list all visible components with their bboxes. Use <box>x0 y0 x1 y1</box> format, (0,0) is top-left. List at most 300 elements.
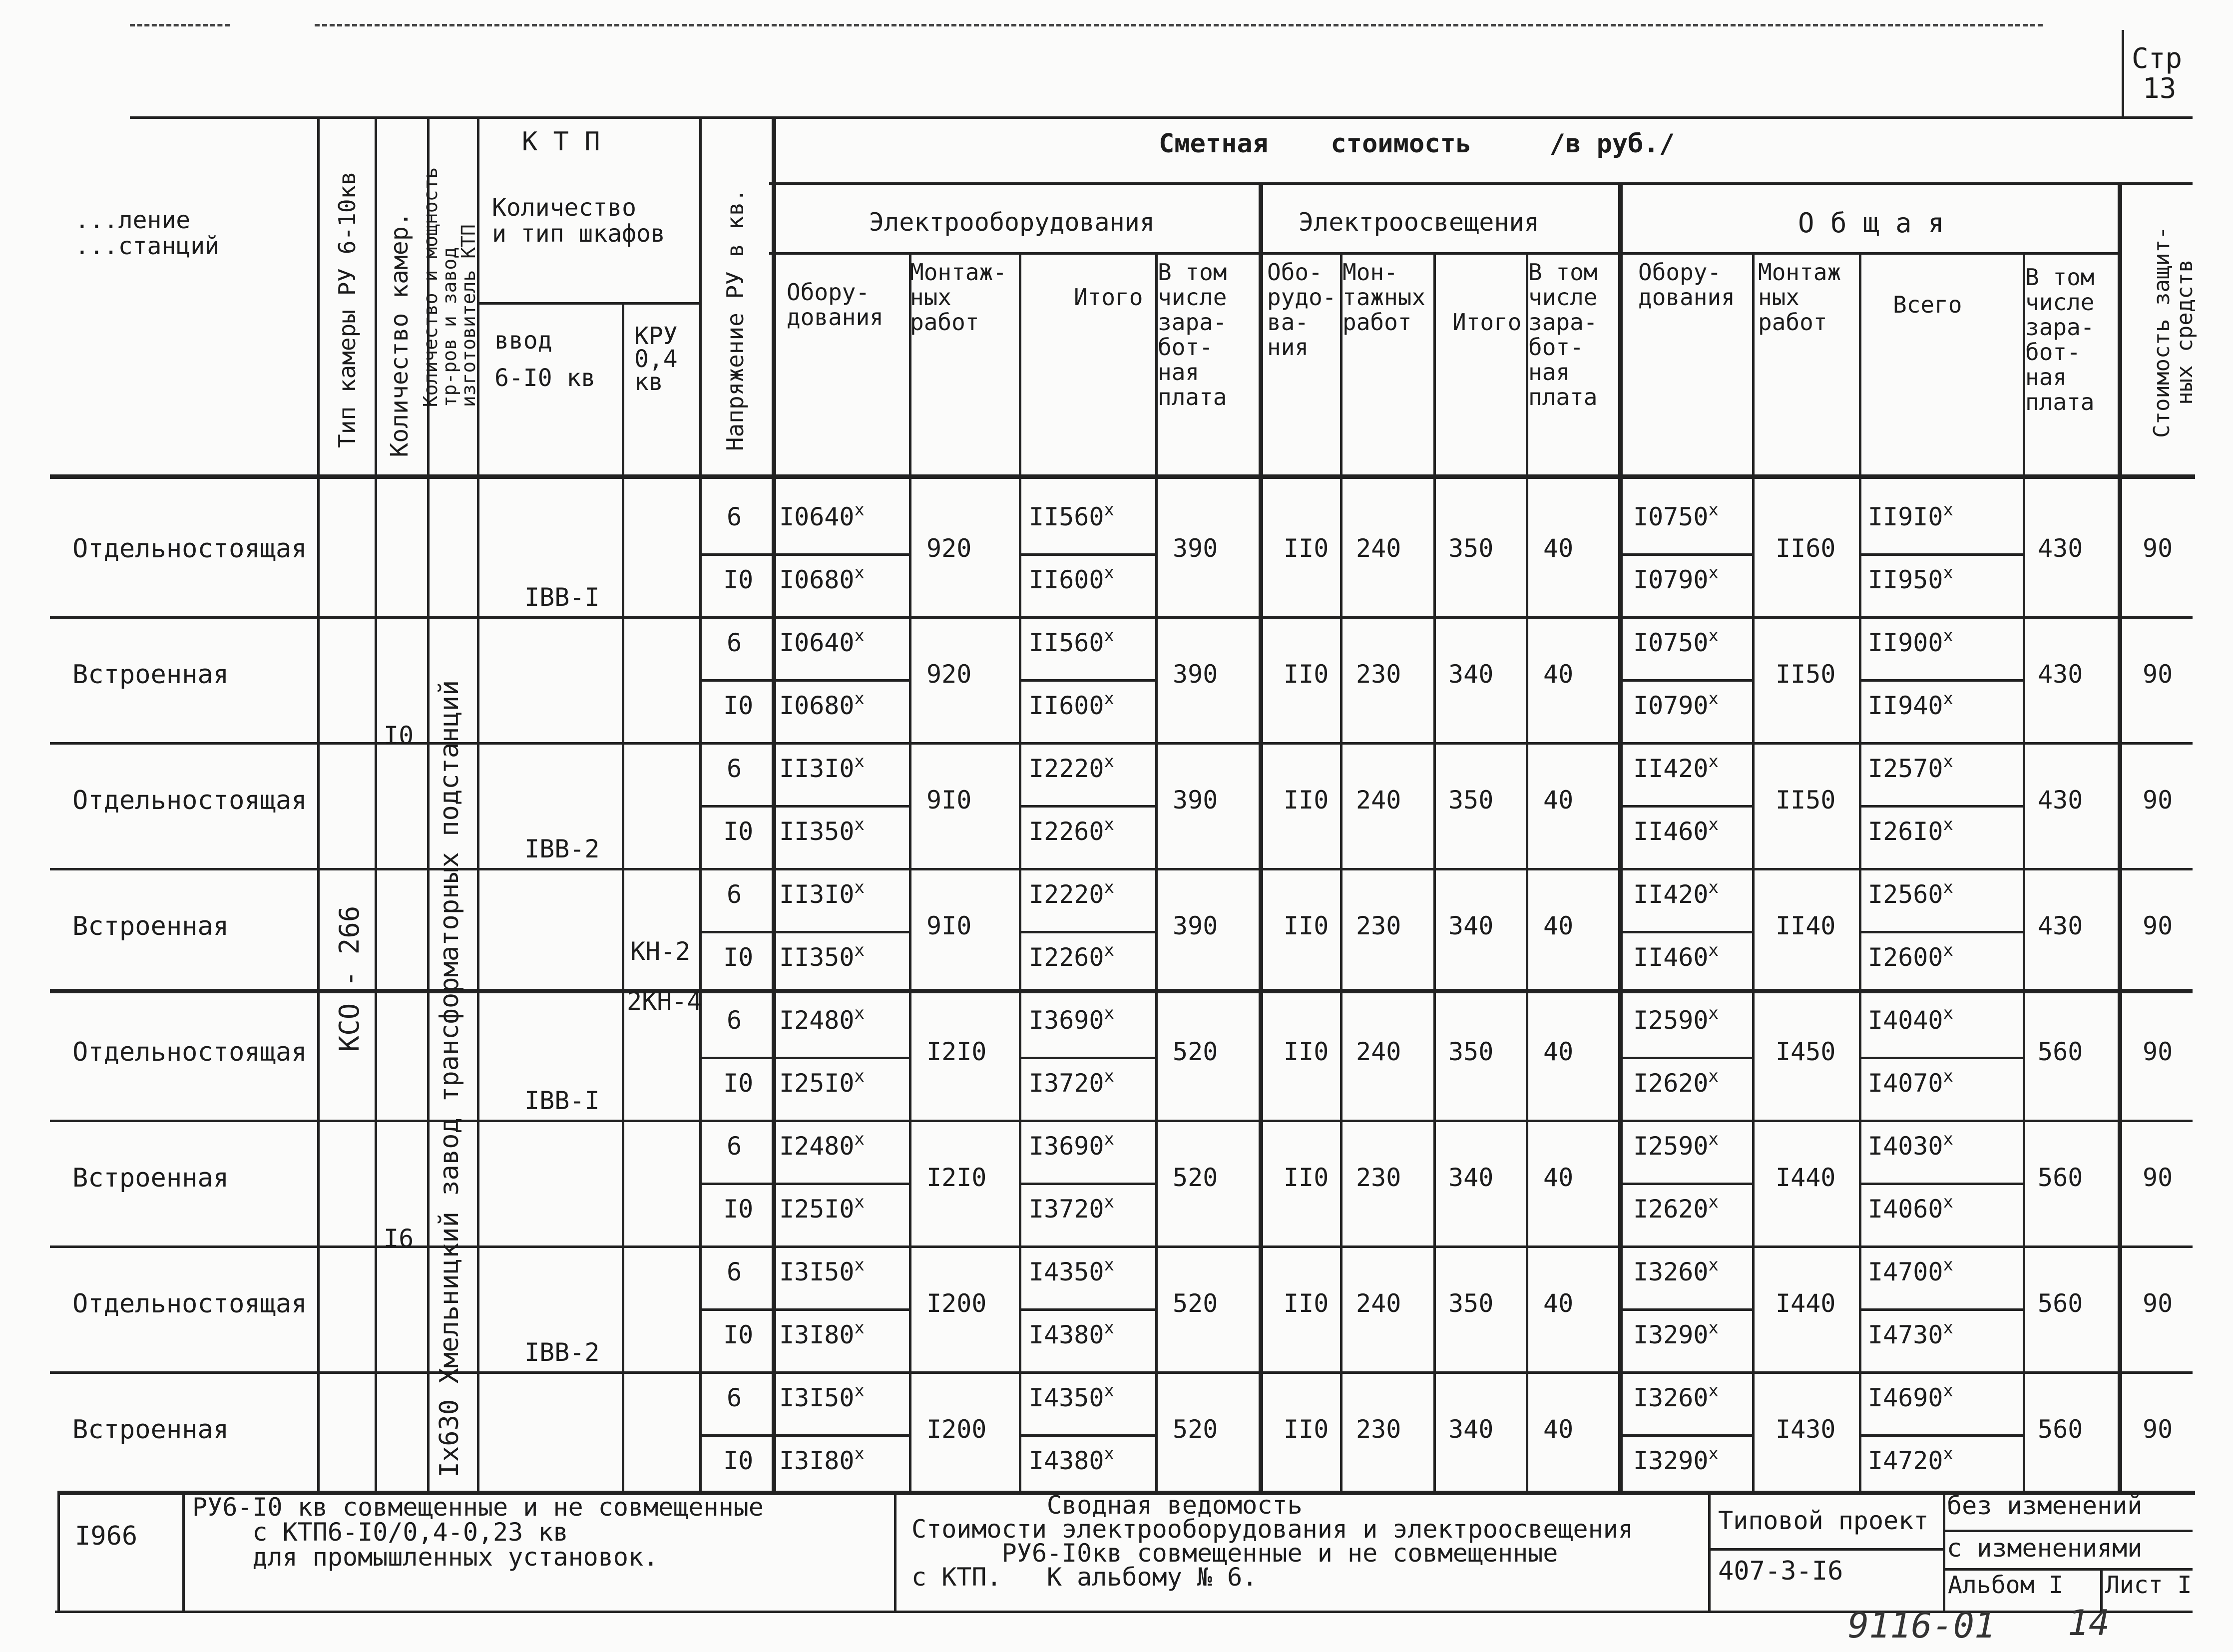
light-wages <box>1543 1417 1573 1442</box>
half-row-line <box>1618 1183 1752 1185</box>
grand-total <box>1868 877 1953 909</box>
grand-total-value: I2600 <box>1868 943 1943 972</box>
equipment-cost <box>779 689 865 720</box>
grand-total-mark: x <box>1943 940 1953 960</box>
half-row-line <box>1019 1308 1155 1311</box>
grand-total-mark: x <box>1943 1129 1953 1149</box>
protective-cost-value: 90 <box>2143 1415 2173 1444</box>
half-row-line <box>1019 1057 1155 1059</box>
voltage-row-value: I0 <box>723 1195 754 1224</box>
subheader-total-1: Монтаж ных работ <box>1758 259 1841 336</box>
total-wages-value: 560 <box>2038 1289 2083 1318</box>
light-total <box>1448 536 1493 561</box>
no-changes-label: без изменений <box>1947 1491 2143 1520</box>
total-equipment-value: II420 <box>1633 754 1709 783</box>
total-installation <box>1776 788 1835 813</box>
light-total-value: 350 <box>1448 786 1494 815</box>
light-total-value: 340 <box>1448 1163 1494 1192</box>
voltage-row-value: I0 <box>723 565 754 594</box>
light-wages <box>1543 1039 1573 1064</box>
light-total <box>1448 662 1493 687</box>
installation-cost <box>926 1417 986 1442</box>
grand-total <box>1868 1444 1953 1475</box>
grid-line <box>375 116 377 1491</box>
group-line <box>50 616 2193 619</box>
light-equipment <box>1284 1417 1329 1442</box>
page-label-text: Стр <box>2132 42 2183 75</box>
grand-total-value: I4030 <box>1868 1132 1943 1161</box>
light-equipment <box>1284 536 1329 561</box>
subheader-light-1: Мон- тажных работ <box>1342 259 1426 336</box>
equipment-cost-mark: x <box>854 1255 865 1275</box>
chamber-count-header: Количество камер. <box>386 212 414 457</box>
elec-total-value: I4380 <box>1029 1446 1104 1475</box>
voltage-row-value: I0 <box>723 1069 754 1098</box>
installation-cost <box>926 1039 986 1064</box>
ktp-sub-line <box>479 302 699 305</box>
protective-header: Стоимость защит- ных средств <box>2149 226 2198 438</box>
equipment-cost-value: I3I50 <box>779 1257 855 1286</box>
light-total <box>1448 1417 1493 1442</box>
half-row-line <box>1618 1434 1752 1437</box>
project-label: Типовой проект <box>1718 1506 1929 1535</box>
total-equipment <box>1633 1192 1719 1224</box>
protective-cost <box>2143 662 2173 687</box>
elec-total-value: I3690 <box>1029 1006 1104 1035</box>
kn-type-1: КН-2 <box>630 937 691 966</box>
half-row-line <box>699 1308 909 1311</box>
ktp-kru-header: КРУ 0,4 кв <box>634 322 678 396</box>
total-wages-value: 560 <box>2038 1163 2083 1192</box>
voltage-row <box>723 1322 753 1347</box>
total-wages <box>2038 1039 2083 1064</box>
elec-total-value: I4350 <box>1029 1257 1104 1286</box>
voltage-row <box>727 630 742 655</box>
header-bottom-line <box>50 474 2195 479</box>
grand-total-mark: x <box>1943 689 1953 709</box>
light-equipment-value: II0 <box>1284 1037 1329 1066</box>
total-installation <box>1776 662 1835 687</box>
equipment-cost <box>779 815 865 846</box>
elec-wages-value: 520 <box>1173 1037 1218 1066</box>
elec-total-value: I4380 <box>1029 1320 1104 1349</box>
equipment-cost-mark: x <box>854 563 865 583</box>
light-installation <box>1356 1417 1401 1442</box>
elec-total <box>1029 563 1114 594</box>
elec-total-value: I3720 <box>1029 1195 1104 1224</box>
grand-total-mark: x <box>1943 563 1953 583</box>
light-total-value: 350 <box>1448 534 1494 563</box>
total-equipment-mark: x <box>1708 940 1719 960</box>
grid-line <box>1019 252 1021 1491</box>
grid-line <box>1340 252 1342 1491</box>
elec-wages-value: 520 <box>1173 1163 1218 1192</box>
equipment-cost <box>779 626 865 657</box>
elec-wages <box>1173 1165 1218 1190</box>
total-equipment-value: I2620 <box>1633 1069 1709 1098</box>
total-equipment <box>1633 563 1719 594</box>
total-equipment-value: I3260 <box>1633 1383 1709 1412</box>
title-year: I966 <box>75 1521 138 1551</box>
voltage-row <box>723 1197 753 1222</box>
header-top-line <box>130 116 2193 119</box>
total-equipment-mark: x <box>1708 1003 1719 1023</box>
voltage-row <box>727 1385 742 1410</box>
total-equipment-mark: x <box>1708 500 1719 520</box>
grid-line <box>772 116 776 1491</box>
equipment-cost-value: I3I80 <box>779 1446 855 1475</box>
elec-total-value: II560 <box>1029 628 1104 657</box>
elec-total-mark: x <box>1104 1003 1114 1023</box>
equipment-cost <box>779 752 865 783</box>
grand-total <box>1868 815 1953 846</box>
light-total-value: 340 <box>1448 911 1494 940</box>
equipment-cost <box>779 877 865 909</box>
total-installation-value: II50 <box>1776 660 1836 689</box>
light-wages-value: 40 <box>1543 660 1574 689</box>
total-equipment <box>1633 1444 1719 1475</box>
grand-total <box>1868 1066 1953 1098</box>
equipment-cost-value: I0640 <box>779 628 855 657</box>
light-wages <box>1543 1291 1573 1316</box>
equipment-cost-value: II350 <box>779 817 855 846</box>
total-installation <box>1776 1039 1835 1064</box>
elec-total-mark: x <box>1104 1129 1114 1149</box>
total-equipment-mark: x <box>1708 563 1719 583</box>
elec-total <box>1029 689 1114 720</box>
grand-total <box>1868 752 1953 783</box>
estimate-header: Сметная стоимость /в руб./ <box>1159 129 1675 159</box>
equipment-cost-value: II350 <box>779 943 855 972</box>
total-installation-value: II50 <box>1776 786 1836 815</box>
light-equipment <box>1284 1291 1329 1316</box>
total-equipment <box>1633 752 1719 783</box>
grand-total-value: I4690 <box>1868 1383 1943 1412</box>
grand-total-mark: x <box>1943 815 1953 834</box>
elec-total <box>1029 1066 1114 1098</box>
protective-cost <box>2143 536 2173 561</box>
grand-total-mark: x <box>1943 1192 1953 1212</box>
equipment-cost-value: I2480 <box>779 1132 855 1161</box>
elec-total <box>1029 877 1114 909</box>
total-wages <box>2038 1165 2083 1190</box>
elec-total <box>1029 1255 1114 1286</box>
equipment-cost-mark: x <box>854 940 865 960</box>
total-wages <box>2038 1291 2083 1316</box>
total-equipment-mark: x <box>1708 815 1719 834</box>
grand-total-mark: x <box>1943 1066 1953 1086</box>
grand-total <box>1868 1003 1953 1035</box>
total-equipment-mark: x <box>1708 689 1719 709</box>
light-installation <box>1356 536 1401 561</box>
group-line <box>50 1120 2193 1122</box>
elec-wages <box>1173 1417 1218 1442</box>
voltage-row <box>723 945 753 970</box>
equipment-cost-mark: x <box>854 1381 865 1401</box>
chamber-type-header: Тип камеры РУ 6-10кв <box>334 171 361 448</box>
group-line <box>50 742 2193 745</box>
elec-total-value: I2220 <box>1029 754 1104 783</box>
light-total <box>1448 1039 1493 1064</box>
substation-name: Отдельностоящая <box>72 1037 307 1067</box>
grid-line <box>1943 1491 1945 1611</box>
equipment-cost-mark: x <box>854 1066 865 1086</box>
voltage-row-value: 6 <box>727 502 742 531</box>
light-installation <box>1356 662 1401 687</box>
light-wages-value: 40 <box>1543 1289 1574 1318</box>
equipment-cost <box>779 1255 865 1286</box>
transformer-plant: Iх630 Хмельницкий завод трансформаторных подстанций <box>435 680 464 1478</box>
voltage-row <box>727 1008 742 1033</box>
equipment-cost-mark: x <box>854 1129 865 1149</box>
subheader-elec-1: Монтаж- ных работ <box>910 259 1007 336</box>
equipment-cost-mark: x <box>854 877 865 897</box>
ktp-input-header: ввод 6-I0 кв <box>494 327 596 392</box>
voltage-row-value: 6 <box>727 1132 742 1161</box>
half-row-line <box>699 1183 909 1185</box>
total-installation-value: II60 <box>1776 534 1836 563</box>
header-group-line <box>769 182 2193 185</box>
equipment-cost-value: II3I0 <box>779 754 855 783</box>
equipment-cost-mark: x <box>854 1318 865 1338</box>
light-equipment <box>1284 913 1329 938</box>
equipment-cost-value: I25I0 <box>779 1069 855 1098</box>
chamber-count-1: I0 <box>384 721 414 750</box>
light-installation <box>1356 1165 1401 1190</box>
elec-total <box>1029 626 1114 657</box>
voltage-row-value: 6 <box>727 754 742 783</box>
light-installation-value: 240 <box>1356 1037 1401 1066</box>
grid-line <box>182 1491 185 1611</box>
total-wages-value: 560 <box>2038 1037 2083 1066</box>
substation-name: Отдельностоящая <box>72 534 307 564</box>
half-row-line <box>1618 931 1752 933</box>
total-installation <box>1776 536 1835 561</box>
protective-cost <box>2143 1039 2173 1064</box>
substation-name: Встроенная <box>72 911 229 941</box>
equipment-cost-mark: x <box>854 815 865 834</box>
top-dash <box>130 24 230 26</box>
voltage-row-value: I0 <box>723 1320 754 1349</box>
light-wages <box>1543 1165 1573 1190</box>
light-equipment-value: II0 <box>1284 1415 1329 1444</box>
half-row-line <box>1859 931 2023 933</box>
grand-total-mark: x <box>1943 1318 1953 1338</box>
grand-total-value: II950 <box>1868 565 1943 594</box>
total-equipment <box>1633 877 1719 909</box>
light-total-value: 350 <box>1448 1289 1494 1318</box>
equipment-cost <box>779 1192 865 1224</box>
installation-cost <box>926 1291 986 1316</box>
grid-line <box>894 1491 896 1611</box>
half-row-line <box>699 931 909 933</box>
half-row-line <box>1618 1308 1752 1311</box>
handwritten-page: 14 <box>2068 1603 2110 1644</box>
top-dash <box>315 24 2043 26</box>
title-inner-line <box>1943 1530 2193 1532</box>
light-equipment-value: II0 <box>1284 911 1329 940</box>
total-equipment <box>1633 626 1719 657</box>
light-equipment <box>1284 788 1329 813</box>
group-elec-header: Электрооборудования <box>869 208 1155 237</box>
half-row-line <box>1618 553 1752 556</box>
total-installation-value: I440 <box>1776 1163 1836 1192</box>
half-row-line <box>1618 1057 1752 1059</box>
equipment-cost <box>779 1066 865 1098</box>
equipment-cost-mark: x <box>854 752 865 772</box>
light-equipment-value: II0 <box>1284 786 1329 815</box>
light-wages <box>1543 788 1573 813</box>
grid-line <box>1526 252 1528 1491</box>
grand-total <box>1868 626 1953 657</box>
voltage-row-value: I0 <box>723 691 754 720</box>
total-equipment-value: II460 <box>1633 817 1709 846</box>
half-row-line <box>1859 805 2023 808</box>
elec-wages <box>1173 1039 1218 1064</box>
equipment-cost-mark: x <box>854 1192 865 1212</box>
installation-cost <box>926 536 971 561</box>
voltage-row <box>727 1259 742 1284</box>
kn-type-2: 2КН-4 <box>627 987 702 1016</box>
light-equipment <box>1284 1039 1329 1064</box>
total-equipment-mark: x <box>1708 1129 1719 1149</box>
grand-total-value: II900 <box>1868 628 1943 657</box>
equipment-cost-value: I25I0 <box>779 1195 855 1224</box>
total-equipment <box>1633 1255 1719 1286</box>
elec-total-mark: x <box>1104 626 1114 646</box>
half-row-line <box>1618 805 1752 808</box>
total-equipment-value: I3290 <box>1633 1446 1709 1475</box>
title-description: РУ6-I0 кв совмещенные и не совмещенные с КТП6-I0/0,4-0,23 кв для промышленных установок. <box>192 1493 764 1572</box>
voltage-row-value: I0 <box>723 1446 754 1475</box>
transformer-header: Количество и мощность тр-ров и завод изготовитель КТП <box>420 167 479 408</box>
grand-total <box>1868 1129 1953 1161</box>
light-wages-value: 40 <box>1543 911 1574 940</box>
light-wages-value: 40 <box>1543 1415 1574 1444</box>
installation-cost <box>926 1165 986 1190</box>
total-equipment-mark: x <box>1708 877 1719 897</box>
group-line <box>50 1245 2193 1248</box>
half-row-line <box>699 1434 909 1437</box>
subheader-light-2: Итого <box>1452 309 1522 336</box>
elec-total <box>1029 1129 1114 1161</box>
installation-cost-value: I2I0 <box>926 1037 987 1066</box>
light-installation <box>1356 1291 1401 1316</box>
total-installation <box>1776 1165 1835 1190</box>
grid-line <box>2118 182 2122 1491</box>
half-row-line <box>1859 679 2023 682</box>
subheader-total-2: Всего <box>1893 291 1962 318</box>
total-wages-value: 430 <box>2038 786 2083 815</box>
elec-total <box>1029 815 1114 846</box>
chamber-type: КСО - 266 <box>334 905 365 1052</box>
light-total <box>1448 788 1493 813</box>
installation-cost <box>926 788 971 813</box>
album-label: Альбом I <box>1948 1571 2064 1599</box>
sheet-label: Лист I <box>2105 1571 2192 1599</box>
equipment-cost <box>779 563 865 594</box>
elec-wages-value: 390 <box>1173 660 1218 689</box>
equipment-cost-mark: x <box>854 626 865 646</box>
grand-total-mark: x <box>1943 1255 1953 1275</box>
half-row-line <box>1019 805 1155 808</box>
elec-total <box>1029 940 1114 972</box>
subheader-light-3: В том числе зара- бот- ная плата <box>1528 259 1598 411</box>
elec-total-value: II600 <box>1029 691 1104 720</box>
grand-total-mark: x <box>1943 626 1953 646</box>
light-total <box>1448 1291 1493 1316</box>
total-equipment <box>1633 1129 1719 1161</box>
ktp-count-header: Количество и тип шкафов <box>492 194 665 248</box>
elec-total-mark: x <box>1104 752 1114 772</box>
protective-cost-value: 90 <box>2143 911 2173 940</box>
grand-total-value: II9I0 <box>1868 502 1943 531</box>
substation-header: ...ление ...станций <box>75 206 219 260</box>
project-number: 407-3-I6 <box>1718 1556 1843 1586</box>
equipment-cost <box>779 1318 865 1349</box>
subheader-total-0: Обору- дования <box>1638 259 1735 311</box>
half-row-line <box>1859 1183 2023 1185</box>
equipment-cost <box>779 1129 865 1161</box>
total-installation-value: I440 <box>1776 1289 1836 1318</box>
protective-cost <box>2143 1417 2173 1442</box>
elec-total-value: I2260 <box>1029 943 1104 972</box>
total-equipment-mark: x <box>1708 1318 1719 1338</box>
light-total-value: 340 <box>1448 660 1494 689</box>
voltage-row-value: 6 <box>727 1257 742 1286</box>
voltage-row <box>727 504 742 529</box>
input-cabinet: IВВ-2 <box>524 834 600 863</box>
total-equipment-value: I0750 <box>1633 502 1709 531</box>
equipment-cost-value: I0680 <box>779 565 855 594</box>
grand-total <box>1868 563 1953 594</box>
elec-wages <box>1173 913 1218 938</box>
total-equipment-value: I0750 <box>1633 628 1709 657</box>
total-equipment-value: I3290 <box>1633 1320 1709 1349</box>
total-equipment-value: I0790 <box>1633 565 1709 594</box>
equipment-cost-mark: x <box>854 500 865 520</box>
subheader-elec-0: Обору- дования <box>787 279 884 331</box>
protective-cost-value: 90 <box>2143 786 2173 815</box>
elec-wages <box>1173 536 1218 561</box>
total-installation <box>1776 1417 1835 1442</box>
voltage-row-value: I0 <box>723 943 754 972</box>
grand-total-mark: x <box>1943 1444 1953 1464</box>
total-equipment <box>1633 1381 1719 1412</box>
total-equipment <box>1633 689 1719 720</box>
light-wages <box>1543 913 1573 938</box>
subheader-elec-3: В том числе зара- бот- ная плата <box>1158 259 1227 411</box>
elec-total-mark: x <box>1104 500 1114 520</box>
light-equipment-value: II0 <box>1284 1163 1329 1192</box>
title-inner-line <box>1708 1548 1943 1551</box>
grand-total-value: I4060 <box>1868 1195 1943 1224</box>
grid-line <box>699 116 702 1491</box>
light-installation-value: 230 <box>1356 1415 1401 1444</box>
total-equipment <box>1633 500 1719 531</box>
total-installation-value: I430 <box>1776 1415 1836 1444</box>
equipment-cost-value: I3I80 <box>779 1320 855 1349</box>
total-installation <box>1776 1291 1835 1316</box>
elec-total <box>1029 1192 1114 1224</box>
elec-wages-value: 390 <box>1173 786 1218 815</box>
elec-wages-value: 520 <box>1173 1289 1218 1318</box>
elec-wages-value: 390 <box>1173 534 1218 563</box>
grand-total <box>1868 689 1953 720</box>
grand-total-mark: x <box>1943 752 1953 772</box>
total-equipment-value: I0790 <box>1633 691 1709 720</box>
elec-total <box>1029 1003 1114 1035</box>
